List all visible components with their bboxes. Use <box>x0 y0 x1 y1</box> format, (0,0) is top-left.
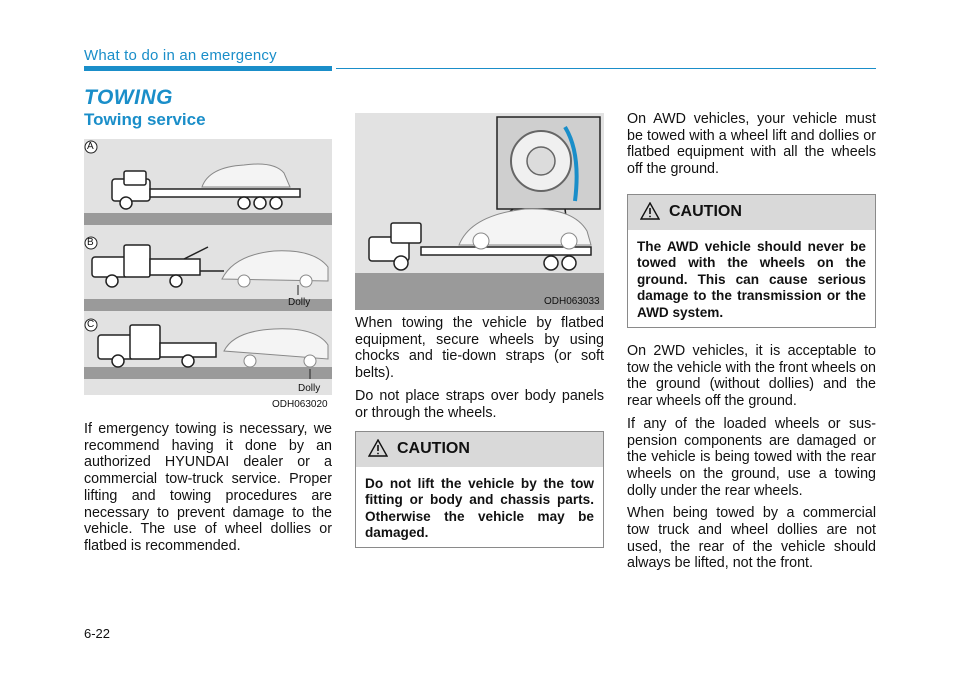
flatbed-figure <box>355 113 604 310</box>
figure-label-c: C <box>87 319 95 330</box>
warning-icon <box>640 202 660 220</box>
subsection-title: Towing service <box>84 110 206 129</box>
page-title: TOWING <box>84 86 173 109</box>
caution-text: Do not lift the vehicle by the tow fitting or body and chassis parts. Otherwise the vehicle may be damaged. <box>365 476 594 541</box>
figure-label-b: B <box>87 237 94 248</box>
warning-icon <box>368 439 388 457</box>
page-number: 6-22 <box>84 626 111 641</box>
figure-code: ODH063020 <box>272 399 328 410</box>
towing-service-paragraph: If emergency towing is necessary, we recommend having it done by an authorized HYUNDAI dealer or a commercial tow-truck service. Proper lifting and towing procedures are necessary to prevent damage to the vehicle. The use of wheel dollies or flatbed is recommended. <box>84 421 332 554</box>
dolly-label: Dolly <box>298 383 321 394</box>
strap-paragraph: Do not place straps over body panels or through the wheels. <box>355 387 604 421</box>
section-header: What to do in an emergency <box>84 47 277 64</box>
caution-header <box>356 432 603 467</box>
caution-box <box>627 194 876 328</box>
caution-header <box>628 195 875 230</box>
caution-title: CAUTION <box>669 203 742 220</box>
commercial-tow-paragraph: When being towed by a commercial tow truck and wheel dollies are not used, the rear of the vehicle should always be lifted, not the front. <box>627 505 876 572</box>
flatbed-paragraph: When towing the vehicle by flatbed equipment, secure wheels by using chocks and tie-down straps (or soft belts). <box>355 315 604 382</box>
figure-code: ODH063033 <box>544 296 600 307</box>
dolly-label: Dolly <box>288 297 311 308</box>
header-rule <box>336 68 876 69</box>
two-wheel-drive-paragraphs <box>627 343 876 578</box>
header-bar <box>84 66 332 71</box>
flatbed-illustration <box>355 113 604 310</box>
figure-label-a: A <box>87 141 94 152</box>
flatbed-paragraphs <box>355 315 604 427</box>
awd-paragraph: On AWD vehicles, your vehicle must be towed with a wheel lift and dollies or flatbed equipment with all the wheels off the ground. <box>627 111 876 178</box>
caution-text: The AWD vehicle should never be towed with the wheels on the ground. This can cause serious damage to the transmission or the AWD system. <box>637 239 866 320</box>
dolly-paragraph: If any of the loaded wheels or sus-pension components are damaged or the vehicle is being towed with the rear wheels on the ground, use a towing dolly under the rear wheels. <box>627 415 876 499</box>
towing-methods-illustration <box>84 139 332 395</box>
2wd-paragraph: On 2WD vehicles, it is acceptable to tow the vehicle with the front wheels on the ground (without dollies) and the rear wheels off the ground. <box>627 343 876 410</box>
towing-methods-figure <box>84 139 332 395</box>
caution-box <box>355 431 604 548</box>
caution-title: CAUTION <box>397 440 470 457</box>
